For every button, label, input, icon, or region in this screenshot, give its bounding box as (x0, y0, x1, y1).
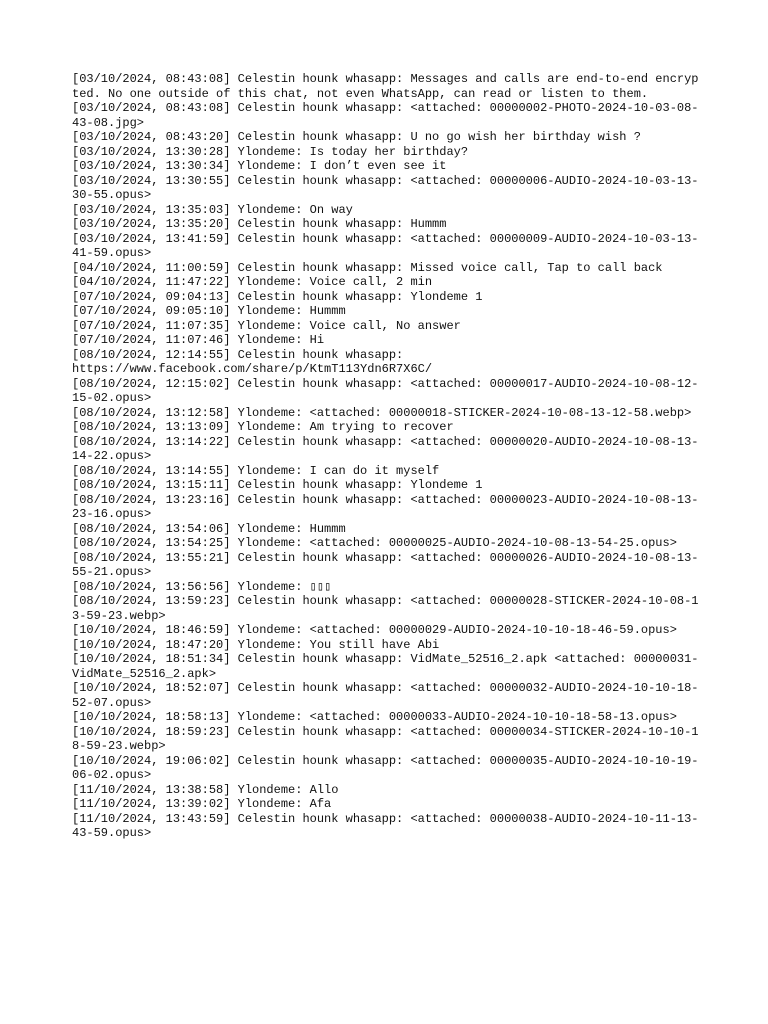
chat-message-line: [04/10/2024, 11:47:22] Ylondeme: Voice call, 2 min (72, 275, 433, 289)
chat-message-line: [10/10/2024, 18:58:13] Ylondeme: <attached: 00000033-AUDIO-2024-10-10-18-58-13.opus> (72, 710, 677, 724)
chat-message-line: [08/10/2024, 13:13:09] Ylondeme: Am trying to recover (72, 420, 454, 434)
chat-message-line: [08/10/2024, 13:12:58] Ylondeme: <attached: 00000018-STICKER-2024-10-08-13-12-58.webp> (72, 405, 692, 420)
chat-message-line: [08/10/2024, 13:54:06] Ylondeme: Hummm (72, 521, 346, 536)
chat-message-line: [03/10/2024, 13:30:28] Ylondeme: Is today her birthday? (72, 144, 469, 159)
chat-message-line: [08/10/2024, 13:14:55] Ylondeme: I can do it myself (72, 463, 440, 478)
chat-message-line: [07/10/2024, 09:05:10] Ylondeme: Hummm (72, 304, 346, 318)
chat-message-line: [10/10/2024, 18:47:20] Ylondeme: You still have Abi (72, 637, 440, 652)
chat-message-line: [11/10/2024, 13:39:02] Ylondeme: Afa (72, 797, 332, 811)
chat-message-line: [03/10/2024, 13:35:20] Celestin hounk whasapp: Hummm (72, 217, 447, 231)
chat-message-line: [03/10/2024, 13:41:59] Celestin hounk whasapp: <attached: 00000009-AUDIO-2024-10-03-13-41-59.opus> (72, 231, 699, 260)
chat-message-line: [07/10/2024, 11:07:35] Ylondeme: Voice call, No answer (72, 318, 461, 333)
chat-message-line: [03/10/2024, 08:43:08] Celestin hounk whasapp: Messages and calls are end-to-end encrypted. No one outside of this chat, not even WhatsApp, can read or listen to them. (72, 72, 699, 101)
chat-message-line: [03/10/2024, 13:35:03] Ylondeme: On way (72, 202, 353, 217)
chat-message-line: [03/10/2024, 13:30:34] Ylondeme: I don’t even see it (72, 159, 447, 173)
chat-message-line: [03/10/2024, 13:30:55] Celestin hounk whasapp: <attached: 00000006-AUDIO-2024-10-03-13-30-55.opus> (72, 173, 699, 202)
chat-message-line: [03/10/2024, 08:43:20] Celestin hounk whasapp: U no go wish her birthday wish ? (72, 130, 641, 144)
chat-message-line: [08/10/2024, 12:14:55] Celestin hounk whasapp: https://www.facebook.com/share/p/KtmT113Ydn6R7X6C/ (72, 347, 433, 376)
chat-message-line: [08/10/2024, 13:14:22] Celestin hounk whasapp: <attached: 00000020-AUDIO-2024-10-08-13-14-22.opus> (72, 434, 699, 463)
chat-message-line: [07/10/2024, 11:07:46] Ylondeme: Hi (72, 333, 325, 347)
chat-message-line: [08/10/2024, 12:15:02] Celestin hounk whasapp: <attached: 00000017-AUDIO-2024-10-08-12-15-02.opus> (72, 376, 699, 405)
chat-message-line: [08/10/2024, 13:54:25] Ylondeme: <attached: 00000025-AUDIO-2024-10-08-13-54-25.opus> (72, 536, 677, 550)
chat-message-line: [08/10/2024, 13:55:21] Celestin hounk whasapp: <attached: 00000026-AUDIO-2024-10-08-13-55-21.opus> (72, 550, 699, 579)
chat-message-line: [10/10/2024, 18:51:34] Celestin hounk whasapp: VidMate_52516_2.apk <attached: 00000031-VidMate_52516_2.apk> (72, 652, 699, 681)
chat-message-line: [10/10/2024, 19:06:02] Celestin hounk whasapp: <attached: 00000035-AUDIO-2024-10-10-19-06-02.opus> (72, 753, 699, 782)
chat-message-line: [07/10/2024, 09:04:13] Celestin hounk whasapp: Ylondeme 1 (72, 289, 483, 304)
chat-message-line: [10/10/2024, 18:46:59] Ylondeme: <attached: 00000029-AUDIO-2024-10-10-18-46-59.opus> (72, 623, 677, 637)
chat-log (72, 72, 702, 841)
chat-message-line: [11/10/2024, 13:43:59] Celestin hounk whasapp: <attached: 00000038-AUDIO-2024-10-11-13-43-59.opus> (72, 811, 699, 840)
chat-message-line: [08/10/2024, 13:59:23] Celestin hounk whasapp: <attached: 00000028-STICKER-2024-10-08-13-59-23.webp> (72, 594, 699, 623)
chat-message-line: [08/10/2024, 13:23:16] Celestin hounk whasapp: <attached: 00000023-AUDIO-2024-10-08-13-23-16.opus> (72, 492, 699, 521)
chat-message-line: [11/10/2024, 13:38:58] Ylondeme: Allo (72, 782, 339, 797)
chat-message-line: [08/10/2024, 13:56:56] Ylondeme: ▯▯▯ (72, 579, 332, 594)
chat-message-line: [10/10/2024, 18:52:07] Celestin hounk whasapp: <attached: 00000032-AUDIO-2024-10-10-18-52-07.opus> (72, 681, 699, 710)
chat-message-line: [03/10/2024, 08:43:08] Celestin hounk whasapp: <attached: 00000002-PHOTO-2024-10-03-08-43-08.jpg> (72, 101, 699, 130)
chat-message-line: [10/10/2024, 18:59:23] Celestin hounk whasapp: <attached: 00000034-STICKER-2024-10-10-18-59-23.webp> (72, 724, 699, 753)
chat-message-line: [04/10/2024, 11:00:59] Celestin hounk whasapp: Missed voice call, Tap to call back (72, 260, 663, 275)
chat-message-line: [08/10/2024, 13:15:11] Celestin hounk whasapp: Ylondeme 1 (72, 478, 483, 492)
